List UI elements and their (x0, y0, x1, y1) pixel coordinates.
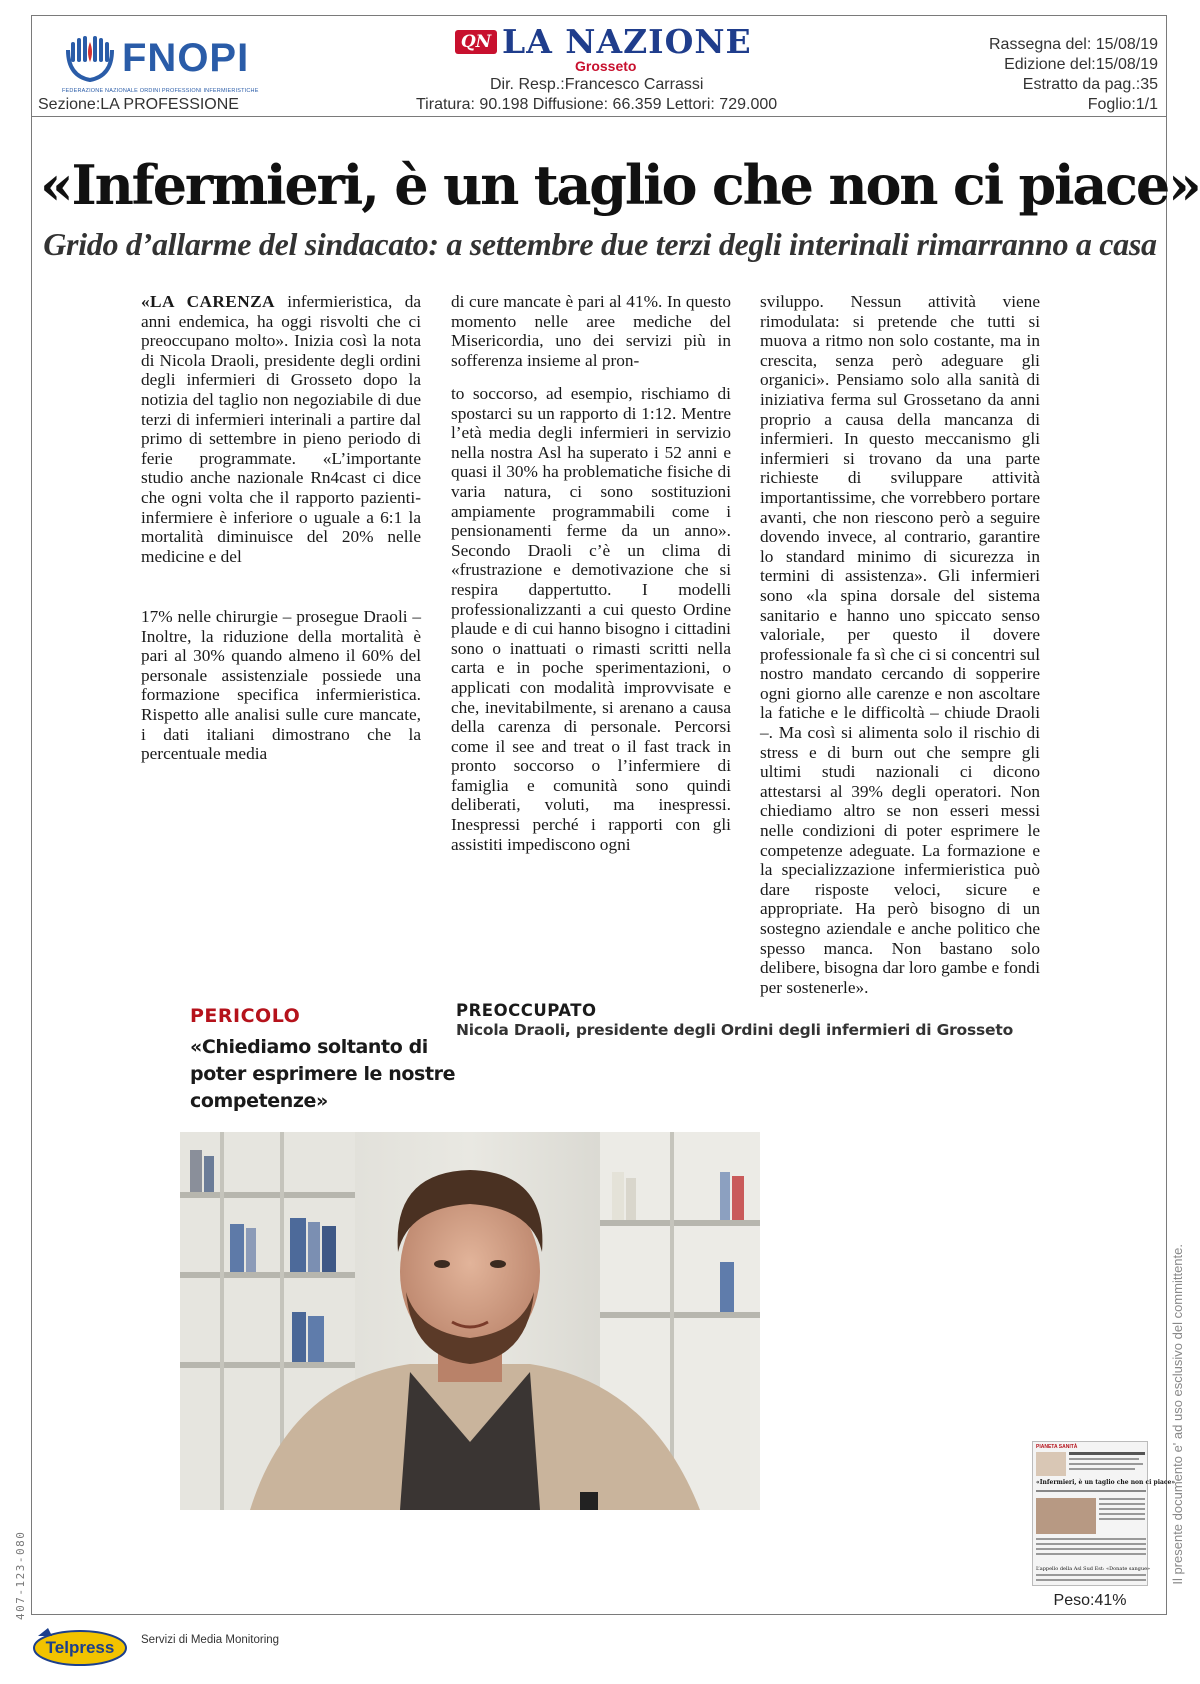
column-3-text: sviluppo. Nessun attività viene rimodulata: si pretende che tutti si muova a ritmo non solo costante, ma in crescita, senza però adeguare gli organici». Pensiamo solo alla sanità di iniziativa ferma sul Grossetano da anni proprio a causa della mancanza di infermieri. In questo meccanismo gli infermieri si trovano da una parte richieste di sviluppare attività importantissime, che vorrebbero portare avanti, che non riescono però a seguire dovendo invece, al contrario, garantire lo standard minimo di sicurezza in termini di assistenza». Gli infermieri sono «la spina dorsale del sistema sanitario e hanno uno spiccato senso valoriale, per questo il dovere professionale fa sì che ci si concentri sul nostro mandato cercando di sopperire ogni giorno alle carenze e non ascoltare la fatiche e le difficoltà – chiude Draoli –. Ma così si alimenta solo il rischio di stress e di burn out che sempre gli ultimi studi nazionali ci dicono attestarsi al 39% degli operatori. Non chiediamo altro se non esseri messi nelle condizioni di poter esprimere le competenze adeguate. La formazione e la specializzazione infermieristica può dare risposte veloci, sicure e appropriate. Ha però bisogno di un sostegno aziendale e anche politico che spesso manca. Non bastano solo delibere, bisogna dar loro gambe e fondi per sostenerle». (760, 292, 1040, 997)
pericolo-label: PERICOLO (190, 1005, 301, 1027)
thumbnail-headline: «Infermieri, è un taglio che non ci piace» (1036, 1479, 1176, 1486)
rassegna-date: Rassegna del: 15/08/19 (988, 36, 1158, 53)
document-code-text: 407-123-080 (14, 1530, 27, 1620)
telpress-logo (30, 1622, 130, 1668)
photo-caption: Nicola Draoli, presidente degli Ordini degli infermieri di Grosseto (456, 1021, 1014, 1039)
column-2-text: di cure mancate è pari al 41%. In questo momento nelle aree mediche del Misericordia, uno dei servizi più in sofferenza insieme al pron- (451, 292, 731, 370)
footer-label: Servizi di Media Monitoring (141, 1634, 280, 1646)
thumbnail-section: PIANETA SANITÀ (1036, 1444, 1078, 1450)
article-column-2b (451, 384, 731, 854)
header-separator (31, 116, 1167, 117)
article-column-3 (760, 292, 1040, 997)
document-code (14, 1530, 28, 1620)
fnopi-wordmark: FNOPI (122, 36, 250, 80)
article-subheadline: Grido d’allarme del sindacato: a settembre due terzi degli interinali rimarranno a casa (43, 226, 1157, 262)
thumbnail-footer: L’appello della Asl Sud Est: «Donate sangue» (1036, 1566, 1151, 1572)
article-headline: «Infermieri, è un taglio che non ci piace» (40, 153, 1200, 217)
section-label: Sezione:LA PROFESSIONE (38, 96, 239, 113)
page-extract: Estratto da pag.:35 (1022, 76, 1158, 93)
lead-caps: «LA CARENZA (141, 292, 275, 311)
article-column-1 (141, 292, 421, 566)
telpress-logo-icon (30, 1622, 130, 1668)
weight-label: Peso:41% (1053, 1592, 1127, 1609)
edition-city: Grosseto (575, 58, 637, 74)
fnopi-hands-icon (62, 30, 118, 86)
column-1b-text: 17% nelle chirurgie – prosegue Draoli – Inoltre, la riduzione della mortalità è pari al 30% quando almeno il 60% del personale assistenziale possiede una formazione specifica infermieristica. Rispetto alle analisi sulle cure mancate, i dati italiani dimostrano che la percentuale media (141, 607, 421, 764)
circulation-line: Tiratura: 90.198 Diffusione: 66.359 Lettori: 729.000 (416, 96, 778, 113)
fnopi-subtitle: FEDERAZIONE NAZIONALE ORDINI PROFESSIONI INFERMIERISTICHE (62, 88, 259, 94)
photo-label: PREOCCUPATO (456, 1001, 597, 1020)
article-column-1b (141, 607, 421, 764)
column-2b-text: to soccorso, ad esempio, rischiamo di spostarci su un rapporto di 1:12. Mentre l’età media degli infermieri in servizio nella nostra Asl ha superato i 52 anni e quasi il 30% ha problematiche fisiche di varia natura, ci sono sostituzioni ampiamente programmabili come i pensionamenti ferme da un anno». Secondo Draoli c’è un clima di «frustrazione e demotivazione che si respira dappertutto. I modelli professionalizzanti a cui questo Ordine plaude e di cui hanno bisogno i cittadini sono o inattuati o rimasti scritti nella carta e in poche sperimentazioni, o applicati con modalità improvvisate e che, inevitabilmente, si arenano a causa della carenza di personale. Percorsi come il see and treat o il fast track in pronto soccorso o l’infermiere di famiglia e comunità sono quindi deliberati, voluti, ma inespressi. Inespressi perché i rapporti con gli assistiti impediscono ogni (451, 384, 731, 854)
page-thumbnail[interactable] (1032, 1441, 1176, 1586)
fnopi-logo (62, 30, 262, 94)
edition-date: Edizione del:15/08/19 (1004, 56, 1158, 73)
portrait-illustration (180, 1132, 760, 1510)
article-column-2 (451, 292, 731, 370)
portrait-photo (180, 1132, 760, 1510)
newspaper-masthead: LA NAZIONE (502, 22, 752, 61)
column-1-text: infermieristica, da anni endemica, ha oggi risvolti che ci preoccupano molto». Inizia così la nota di Nicola Draoli, presidente degli ordini degli infermieri di Grosseto dopo la notizia del taglio non negoziabile di due terzi di infermieri interinali a partire dal primo di settembre in pieno periodo di ferie programmate. «L’importante studio anche nazionale Rn4cast ci dice che ogni volta che il rapporto pazienti-infermiere è inferiore o uguale a 6:1 la mortalità diminuisce del 20% nelle medicine e del (141, 292, 422, 566)
telpress-wordmark: Telpress (45, 1638, 115, 1657)
qn-badge: QN (455, 30, 497, 54)
side-notice (1170, 1244, 1190, 1614)
side-notice-text: Il presente documento e' ad uso esclusivo del committente. (1170, 1244, 1185, 1585)
pericolo-quote: «Chiediamo soltanto di poter esprimere le nostre competenze» (190, 1036, 456, 1112)
director-line: Dir. Resp.:Francesco Carrassi (490, 76, 704, 93)
sheet-number: Foglio:1/1 (1087, 96, 1158, 113)
